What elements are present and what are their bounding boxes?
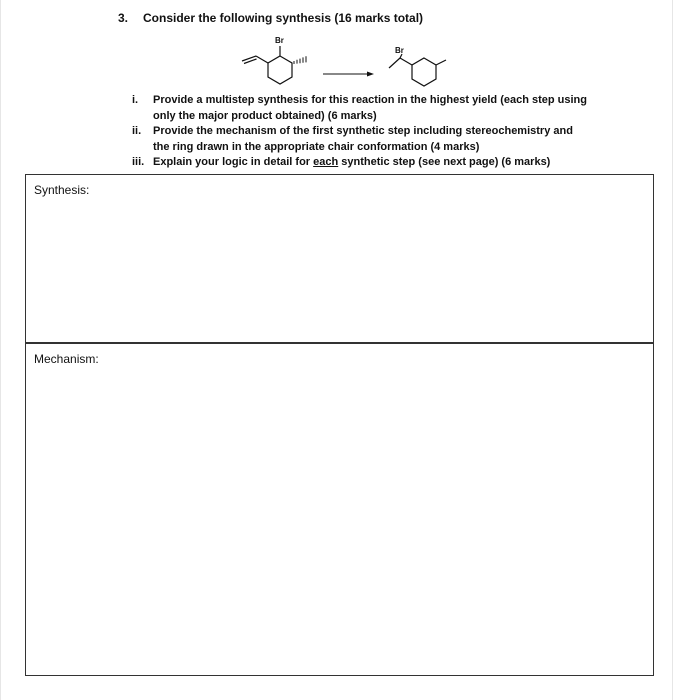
part-i	[132, 93, 592, 124]
reactant-vinyl-bond-1	[256, 56, 268, 63]
product-methyl	[436, 60, 446, 65]
mechanism-answer-box[interactable]	[25, 343, 654, 676]
product-chain-1	[400, 58, 412, 65]
product-structure	[389, 54, 446, 86]
part-iii-emphasis: each	[313, 156, 339, 168]
question-parts	[132, 93, 592, 171]
reactant-structure	[242, 46, 306, 84]
reactant-br-label: Br	[275, 36, 284, 45]
part-iii-number: iii.	[132, 156, 145, 168]
synthesis-answer-box[interactable]	[25, 174, 654, 343]
reaction-arrow	[323, 72, 374, 77]
part-ii	[132, 124, 592, 155]
product-chain-2	[389, 58, 400, 68]
part-iii-text	[153, 155, 592, 171]
mechanism-label: Mechanism:	[34, 352, 99, 366]
part-ii-number: ii.	[132, 125, 142, 137]
part-i-number: i.	[132, 94, 139, 106]
part-i-text: Provide a multistep synthesis for this reaction in the highest yield (each step using only the major product obtained) (6 marks)	[153, 94, 587, 122]
part-iii-text-after: synthetic step (see next page) (6 marks)	[338, 156, 551, 168]
reaction-scheme	[228, 30, 458, 100]
reactant-hashed-methyl	[294, 56, 306, 64]
product-ring	[412, 58, 436, 86]
part-iii	[132, 155, 592, 171]
reactant-ring	[268, 56, 292, 84]
product-br-label: Br	[395, 46, 404, 55]
synthesis-label: Synthesis:	[34, 183, 90, 197]
part-iii-text-before: Explain your logic in detail for	[153, 156, 314, 168]
question-number: 3.	[118, 11, 129, 25]
part-ii-text: Provide the mechanism of the first synthetic step including stereochemistry and the ring drawn in the appropriate chair conformation (4 marks)	[153, 125, 573, 153]
question-title: Consider the following synthesis (16 marks total)	[143, 11, 424, 25]
